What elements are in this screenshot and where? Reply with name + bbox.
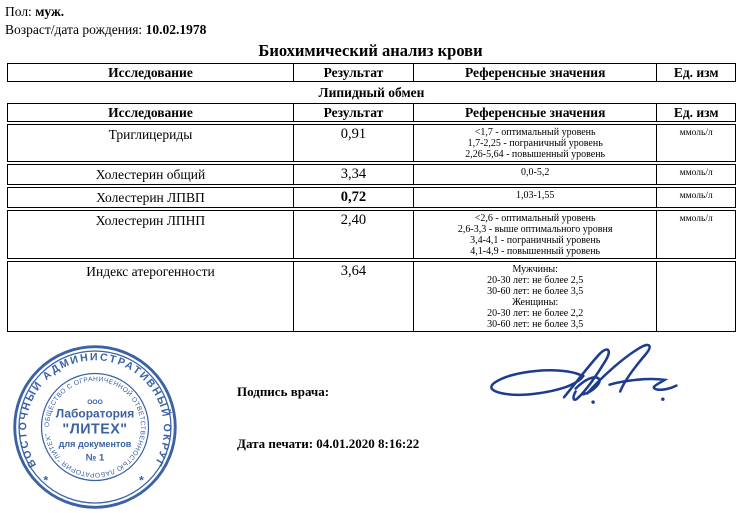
table-header-row xyxy=(7,63,736,82)
table-row xyxy=(7,210,736,259)
reference-line: Мужчины: xyxy=(512,264,558,275)
reference-line: 30-60 лет: не более 3,5 xyxy=(487,319,584,330)
birthdate-value: 10.02.1978 xyxy=(145,21,207,37)
print-date-value: 04.01.2020 8:16:22 xyxy=(316,436,420,451)
reference-line: <2,6 - оптимальный уровень xyxy=(474,213,596,224)
column-header: Результат xyxy=(293,104,413,121)
result-cell: 3,34 xyxy=(293,165,413,184)
result-cell: 2,40 xyxy=(293,211,413,258)
lab-stamp-seal xyxy=(9,341,181,513)
doctor-signature-image xyxy=(478,343,683,405)
doctor-signature-label: Подпись врача: xyxy=(237,384,330,399)
table-row xyxy=(7,124,736,162)
test-name-cell: Холестерин ЛПВП xyxy=(96,190,205,205)
reference-values-cell xyxy=(413,165,657,184)
report-title: Биохимический анализ крови xyxy=(258,41,483,60)
sex-label: Пол: xyxy=(5,4,32,19)
reference-line: Женщины: xyxy=(512,297,559,308)
print-date-label: Дата печати: xyxy=(237,436,314,451)
reference-line: 30-60 лет: не более 3,5 xyxy=(487,286,584,297)
test-name-cell: Триглицериды xyxy=(108,127,193,142)
reference-line: <1,7 - оптимальный уровень xyxy=(474,127,596,138)
sex-value: муж. xyxy=(35,4,65,19)
test-name-cell: Холестерин ЛПНП xyxy=(95,213,206,228)
reference-line: 0,0-5,2 xyxy=(521,167,550,178)
table-header-row xyxy=(7,103,736,122)
unit-cell: ммоль/л xyxy=(656,188,735,207)
birthdate-label: Возраст/дата рождения: xyxy=(5,21,143,37)
reference-line: 20-30 лет: не более 2,2 xyxy=(487,308,584,319)
reference-values-cell xyxy=(413,125,657,161)
reference-line: 4,1-4,9 - повышенный уровень xyxy=(470,246,601,257)
stamp-inner-ring-text: ОБЩЕСТВО С ОГРАНИЧЕННОЙ ОТВЕТСТВЕННОСТЬЮ ЛАБОРАТОРИЯ "ЛИТЕХ" xyxy=(44,376,146,478)
section-title: Липидный обмен xyxy=(318,85,425,100)
reference-values-cell xyxy=(413,188,657,207)
stamp-center-line: ООО xyxy=(87,399,103,407)
reference-line: 2,26-5,64 - повышенный уровень xyxy=(465,149,606,160)
column-header: Референсные значения xyxy=(413,64,657,81)
reference-line: 2,6-3,3 - выше оптимального уровня xyxy=(457,224,613,235)
reference-line: 3,4-4,1 - пограничный уровень xyxy=(470,235,601,246)
unit-cell xyxy=(656,262,735,331)
table-row xyxy=(7,164,736,185)
unit-cell: ммоль/л xyxy=(656,211,735,258)
unit-cell: ммоль/л xyxy=(656,165,735,184)
stamp-center-line: № 1 xyxy=(85,452,105,464)
table-row xyxy=(7,261,736,332)
reference-values-cell xyxy=(413,262,657,331)
result-cell: 3,64 xyxy=(293,262,413,331)
patient-birthdate-line xyxy=(5,21,206,39)
stamp-center-line: для документов xyxy=(58,439,132,450)
test-name-cell: Холестерин общий xyxy=(95,167,206,182)
stamp-outer-ring-text: ВОСТОЧНЫЙ АДМИНИСТРАТИВНЫЙ ОКРУГ xyxy=(17,351,173,470)
patient-sex-line xyxy=(5,3,206,21)
reference-values-cell xyxy=(413,211,657,258)
table-row xyxy=(7,187,736,208)
print-date-line xyxy=(237,436,419,452)
stamp-star-right: * xyxy=(138,473,144,488)
reference-line: 20-30 лет: не более 2,5 xyxy=(487,275,584,286)
unit-cell: ммоль/л xyxy=(656,125,735,161)
stamp-center-line: "ЛИТЕХ" xyxy=(62,421,128,438)
patient-info xyxy=(5,3,206,38)
table-body xyxy=(7,124,736,332)
column-header: Ед. изм xyxy=(656,64,735,81)
column-header: Референсные значения xyxy=(413,104,657,121)
reference-line: 1,7-2,25 - пограничный уровень xyxy=(467,138,603,149)
stamp-star-left: * xyxy=(43,473,49,488)
result-cell: 0,91 xyxy=(293,125,413,161)
stamp-center-line: Лаборатория xyxy=(55,406,135,421)
column-header: Исследование xyxy=(108,105,193,120)
column-header: Результат xyxy=(293,64,413,81)
column-header: Исследование xyxy=(108,65,193,80)
result-cell: 0,72 xyxy=(293,188,413,207)
reference-line: 1,03-1,55 xyxy=(516,190,555,201)
column-header: Ед. изм xyxy=(656,104,735,121)
results-table xyxy=(7,63,736,334)
test-name-cell: Индекс атерогенности xyxy=(86,264,215,279)
